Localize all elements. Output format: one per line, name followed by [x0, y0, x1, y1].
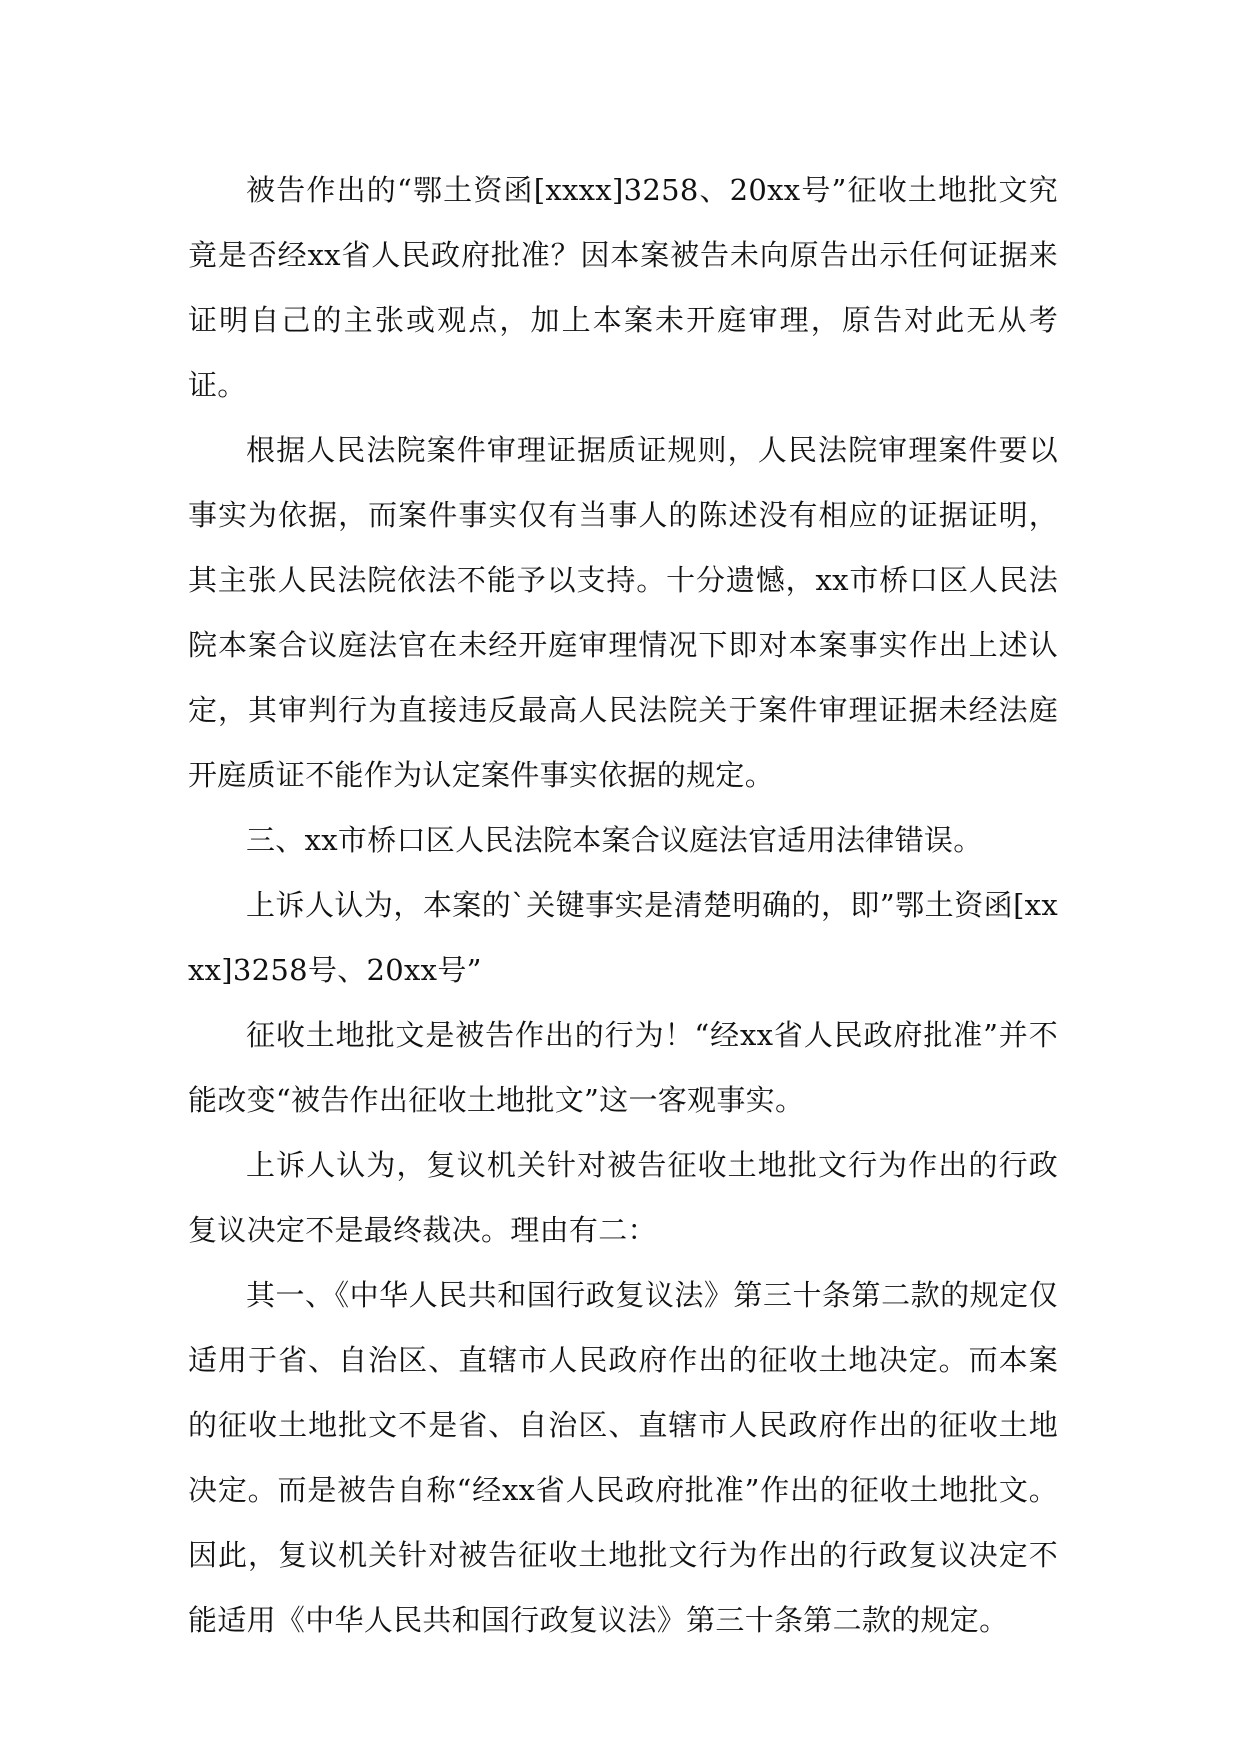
paragraph-1: 被告作出的“鄂土资函[xxxx]3258、20xx号”征收土地批文究竟是否经xx省人民政府批准？因本案被告未向原告出示任何证据来证明自己的主张或观点，加上本案未开庭审理，原告对此无从考证。	[188, 173, 1058, 402]
paragraph-6: 上诉人认为，复议机关针对被告征收土地批文行为作出的行政复议决定不是最终裁决。理由有二：	[188, 1148, 1058, 1247]
paragraph-7: 其一、《中华人民共和国行政复议法》第三十条第二款的规定仅适用于省、自治区、直辖市人民政府作出的征收土地决定。而本案的征收土地批文不是省、自治区、直辖市人民政府作出的征收土地决定。而是被告自称“经xx省人民政府批准”作出的征收土地批文。因此，复议机关针对被告征收土地批文行为作出的行政复议决定不能适用《中华人民共和国行政复议法》第三十条第二款的规定。	[188, 1278, 1058, 1637]
paragraph-2: 根据人民法院案件审理证据质证规则，人民法院审理案件要以事实为依据，而案件事实仅有当事人的陈述没有相应的证据证明，其主张人民法院依法不能予以支持。十分遗憾，xx市桥口区人民法院本案合议庭法官在未经开庭审理情况下即对本案事实作出上述认定，其审判行为直接违反最高人民法院关于案件审理证据未经法庭开庭质证不能作为认定案件事实依据的规定。	[188, 433, 1058, 792]
document-body	[188, 158, 1058, 1653]
paragraph-4: 上诉人认为，本案的`关键事实是清楚明确的，即”鄂土资函[xxxx]3258号、20xx号”	[188, 888, 1058, 987]
paragraph-3: 三、xx市桥口区人民法院本案合议庭法官适用法律错误。	[246, 823, 983, 857]
paragraph-5: 征收土地批文是被告作出的行为！“经xx省人民政府批准”并不能改变“被告作出征收土地批文”这一客观事实。	[188, 1018, 1058, 1117]
